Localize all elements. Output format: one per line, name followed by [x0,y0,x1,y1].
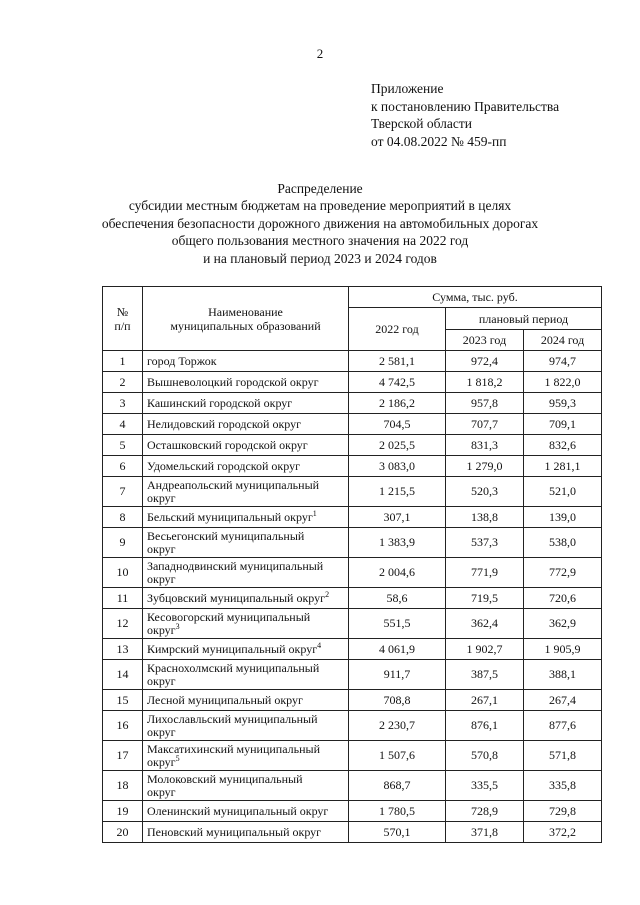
municipality-name-text: Западнодвинский муниципальный [147,558,324,573]
row-number: 2 [103,372,143,393]
table-row [103,822,602,843]
header-year-2024: 2024 год [524,330,602,351]
title-line: общего пользования местного значения на 2022 год [171,233,469,249]
municipality-name-line [147,376,345,389]
value-2024: 720,6 [524,588,602,609]
value-2023: 957,8 [446,393,524,414]
municipality-name-text: Краснохолмский муниципальный [147,660,320,675]
municipality-name-text: округ [147,673,176,688]
value-2023: 387,5 [446,660,524,690]
municipality-name-text: Кесовогорский муниципальный [147,609,311,624]
value-2023: 1 902,7 [446,639,524,660]
header-num-line1: № [116,304,129,319]
footnote-marker: 5 [175,753,180,763]
value-2023: 719,5 [446,588,524,609]
municipality-name [143,771,349,801]
value-2023: 520,3 [446,477,524,507]
municipality-name-text: город Торжок [147,353,217,368]
row-number: 13 [103,639,143,660]
table-row [103,456,602,477]
municipality-name-text: Кашинский городской округ [147,395,293,410]
value-2022: 2 004,6 [349,558,446,588]
municipality-name-line [147,560,345,573]
table-row [103,435,602,456]
municipality-name-text: Андреапольский муниципальный [147,477,320,492]
title-line: и на плановый период 2023 и 2024 годов [203,250,437,266]
municipality-name-text: округ [147,541,176,556]
value-2023: 831,3 [446,435,524,456]
value-2022: 551,5 [349,609,446,639]
value-2022: 708,8 [349,690,446,711]
table-row [103,507,602,528]
header-name-line1: Наименование [208,304,283,319]
municipality-name [143,477,349,507]
municipality-name [143,609,349,639]
header-sum: Сумма, тыс. руб. [349,287,602,308]
value-2024: 1 905,9 [524,639,602,660]
municipality-name [143,393,349,414]
row-number: 10 [103,558,143,588]
row-number: 5 [103,435,143,456]
municipality-name-text: Вышневолоцкий городской округ [147,374,319,389]
value-2024: 538,0 [524,528,602,558]
value-2022: 2 186,2 [349,393,446,414]
table-row [103,351,602,372]
row-number: 15 [103,690,143,711]
municipality-name-line [147,418,345,431]
municipality-name-text: Бельский муниципальный округ [147,509,313,524]
municipality-name-text: Лесной муниципальный округ [147,692,303,707]
municipality-name-text: Оленинский муниципальный округ [147,803,329,818]
row-number: 12 [103,609,143,639]
value-2022: 4 061,9 [349,639,446,660]
municipality-name-line [147,713,345,726]
subsidy-table [102,286,602,843]
municipality-name-line [147,621,345,637]
footnote-marker: 2 [325,589,330,599]
value-2022: 704,5 [349,414,446,435]
title-line: обеспечения безопасности дорожного движения на автомобильных дорогах [101,215,539,231]
municipality-name-line [147,675,345,688]
value-2022: 2 230,7 [349,711,446,741]
value-2024: 877,6 [524,711,602,741]
value-2023: 707,7 [446,414,524,435]
municipality-name [143,372,349,393]
title-line: Распределение [277,181,363,196]
appendix-line: Тверской области [371,116,472,131]
value-2023: 1 818,2 [446,372,524,393]
value-2023: 267,1 [446,690,524,711]
municipality-name-text: Нелидовский городской округ [147,416,302,431]
municipality-name-line [147,773,345,786]
document-title [0,180,640,267]
municipality-name [143,690,349,711]
municipality-name [143,741,349,771]
header-plan-period: плановый период [446,308,602,330]
table-row [103,801,602,822]
value-2022: 307,1 [349,507,446,528]
row-number: 11 [103,588,143,609]
value-2023: 362,4 [446,609,524,639]
value-2023: 335,5 [446,771,524,801]
municipality-name [143,588,349,609]
municipality-name [143,801,349,822]
value-2024: 974,7 [524,351,602,372]
value-2023: 138,8 [446,507,524,528]
municipality-name [143,639,349,660]
header-name [143,287,349,351]
value-2024: 267,4 [524,690,602,711]
table-row [103,771,602,801]
municipality-name-text: округ [147,784,176,799]
municipality-name [143,351,349,372]
municipality-name-line [147,355,345,368]
value-2022: 911,7 [349,660,446,690]
row-number: 1 [103,351,143,372]
row-number: 3 [103,393,143,414]
value-2024: 772,9 [524,558,602,588]
municipality-name-line [147,805,345,818]
municipality-name-line [147,439,345,452]
value-2022: 1 780,5 [349,801,446,822]
municipality-name-text: округ [147,571,176,586]
value-2023: 537,3 [446,528,524,558]
municipality-name-text: Молоковский муниципальный [147,771,303,786]
municipality-name-line [147,479,345,492]
appendix-block [371,80,559,150]
municipality-name-text: Осташковский городской округ [147,437,308,452]
row-number: 19 [103,801,143,822]
value-2022: 1 383,9 [349,528,446,558]
row-number: 8 [103,507,143,528]
value-2024: 1 822,0 [524,372,602,393]
header-num-line2: п/п [114,318,131,333]
municipality-name [143,660,349,690]
table-row [103,477,602,507]
municipality-name-text: Максатихинский муниципальный [147,741,321,756]
municipality-name-line [147,694,345,707]
value-2022: 868,7 [349,771,446,801]
value-2024: 1 281,1 [524,456,602,477]
value-2024: 139,0 [524,507,602,528]
municipality-name-text: Пеновский муниципальный округ [147,824,322,839]
table-row [103,414,602,435]
municipality-name-line [147,640,345,656]
table-row [103,639,602,660]
row-number: 14 [103,660,143,690]
municipality-name-text: Лихославльский муниципальный [147,711,318,726]
value-2022: 58,6 [349,588,446,609]
municipality-name-line [147,589,345,605]
table-row [103,711,602,741]
appendix-line: Приложение [371,81,444,96]
municipality-name-line [147,786,345,799]
municipality-name-line [147,460,345,473]
municipality-name-text: округ [147,754,176,769]
municipality-name-text: Зубцовский муниципальный округ [147,590,326,605]
municipality-name-text: Кимрский муниципальный округ [147,641,318,656]
municipality-name-line [147,508,345,524]
table-row [103,558,602,588]
municipality-name-line [147,573,345,586]
municipality-name-line [147,662,345,675]
row-number: 9 [103,528,143,558]
value-2023: 972,4 [446,351,524,372]
value-2023: 570,8 [446,741,524,771]
value-2024: 959,3 [524,393,602,414]
municipality-name [143,711,349,741]
header-name-line2: муниципальных образований [170,318,321,333]
row-number: 16 [103,711,143,741]
footnote-marker: 1 [312,508,317,518]
header-year-2023: 2023 год [446,330,524,351]
header-num [103,287,143,351]
value-2024: 335,8 [524,771,602,801]
municipality-name-text: округ [147,490,176,505]
page-number: 2 [316,46,324,61]
value-2022: 3 083,0 [349,456,446,477]
value-2024: 709,1 [524,414,602,435]
municipality-name-text: Удомельский городской округ [147,458,301,473]
row-number: 20 [103,822,143,843]
municipality-name-line [147,826,345,839]
value-2022: 1 507,6 [349,741,446,771]
table-row [103,609,602,639]
table-body [103,351,602,843]
municipality-name-text: округ [147,622,176,637]
municipality-name-line [147,492,345,505]
value-2023: 371,8 [446,822,524,843]
table-row [103,660,602,690]
municipality-name [143,507,349,528]
municipality-name-line [147,530,345,543]
row-number: 18 [103,771,143,801]
table-row [103,393,602,414]
municipality-name [143,435,349,456]
appendix-line: к постановлению Правительства [371,98,560,114]
row-number: 6 [103,456,143,477]
value-2024: 729,8 [524,801,602,822]
value-2024: 521,0 [524,477,602,507]
table-row [103,588,602,609]
table-header [103,287,602,351]
municipality-name-line [147,726,345,739]
municipality-name-line [147,543,345,556]
row-number: 7 [103,477,143,507]
value-2022: 4 742,5 [349,372,446,393]
municipality-name [143,822,349,843]
table-row [103,741,602,771]
table-row [103,372,602,393]
row-number: 4 [103,414,143,435]
value-2023: 771,9 [446,558,524,588]
municipality-name [143,528,349,558]
value-2022: 2 581,1 [349,351,446,372]
value-2022: 2 025,5 [349,435,446,456]
value-2023: 728,9 [446,801,524,822]
municipality-name [143,456,349,477]
municipality-name-text: Весьегонский муниципальный [147,528,305,543]
value-2024: 832,6 [524,435,602,456]
municipality-name-text: округ [147,724,176,739]
value-2023: 876,1 [446,711,524,741]
municipality-name [143,414,349,435]
table-row [103,528,602,558]
value-2024: 362,9 [524,609,602,639]
value-2023: 1 279,0 [446,456,524,477]
footnote-marker: 3 [175,621,180,631]
municipality-name-line [147,753,345,769]
municipality-name-line [147,397,345,410]
row-number: 17 [103,741,143,771]
appendix-line: от 04.08.2022 № 459-пп [371,133,507,149]
header-year-2022: 2022 год [349,308,446,351]
footnote-marker: 4 [317,640,322,650]
title-line: субсидии местным бюджетам на проведение мероприятий в целях [128,198,512,214]
value-2024: 571,8 [524,741,602,771]
municipality-name [143,558,349,588]
value-2022: 570,1 [349,822,446,843]
value-2024: 388,1 [524,660,602,690]
value-2022: 1 215,5 [349,477,446,507]
value-2024: 372,2 [524,822,602,843]
table-row [103,690,602,711]
